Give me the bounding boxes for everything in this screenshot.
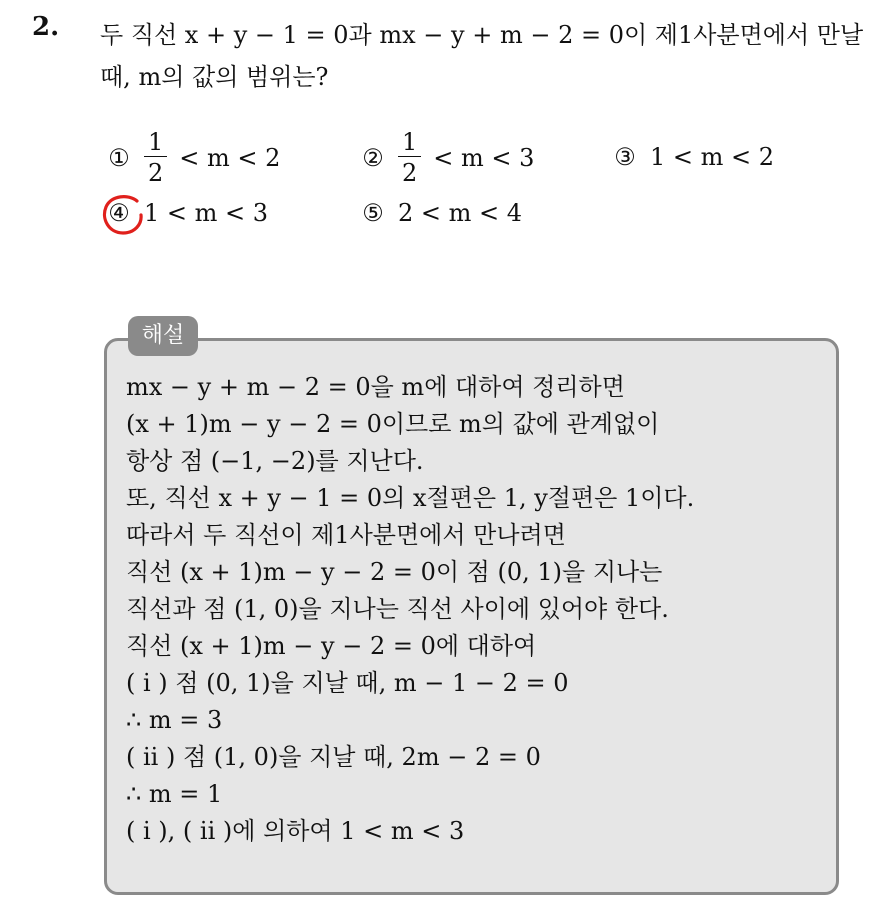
choice-marker: ③ [614, 143, 636, 171]
solution-line: 또, 직선 x + y − 1 = 0의 x절편은 1, y절편은 1이다. [126, 484, 695, 512]
solution-line: ∴ m = 1 [126, 780, 223, 808]
choice-1[interactable] [104, 130, 280, 185]
fraction-numerator: 1 [398, 130, 421, 157]
solution-line: mx − y + m − 2 = 0을 m에 대하여 정리하면 [126, 373, 625, 401]
choice-marker: ① [108, 143, 130, 172]
question-number: 2. [32, 12, 60, 42]
fraction-numerator: 1 [144, 130, 167, 157]
choice-2[interactable] [358, 130, 534, 185]
solution-line: ∴ m = 3 [126, 706, 223, 734]
solution-line: 직선과 점 (1, 0)을 지나는 직선 사이에 있어야 한다. [126, 595, 669, 623]
solution-line: ( ii ) 점 (1, 0)을 지날 때, 2m − 2 = 0 [126, 743, 541, 771]
fraction-denominator: 2 [402, 159, 418, 187]
question-line: 때, m의 값의 범위는? [100, 63, 329, 91]
solution-line: 항상 점 (−1, −2)를 지난다. [126, 447, 424, 475]
solution-line: ( i ), ( ii )에 의하여 1 < m < 3 [126, 817, 465, 845]
choice-text: 1 < m < 3 [144, 199, 269, 227]
choice-text: < m < 2 [179, 143, 281, 172]
solution-line: (x + 1)m − y − 2 = 0이므로 m의 값에 관계없이 [126, 410, 660, 438]
choice-5[interactable] [358, 199, 522, 227]
solution-tag: 해설 [128, 316, 198, 356]
choice-text: < m < 3 [433, 143, 535, 172]
solution-line: 직선 (x + 1)m − y − 2 = 0에 대하여 [126, 632, 537, 660]
answer-circle-icon [101, 193, 145, 237]
choice-3[interactable] [610, 143, 774, 171]
solution-line: 따라서 두 직선이 제1사분면에서 만나려면 [126, 521, 566, 549]
choice-marker: ④ [108, 199, 130, 227]
solution-line: ( i ) 점 (0, 1)을 지날 때, m − 1 − 2 = 0 [126, 669, 569, 697]
solution-line: 직선 (x + 1)m − y − 2 = 0이 점 (0, 1)을 지나는 [126, 558, 663, 586]
fraction [144, 130, 167, 185]
solution-text [126, 369, 826, 850]
choice-text: 1 < m < 2 [650, 143, 775, 171]
fraction-denominator: 2 [148, 159, 164, 187]
choice-marker: ⑤ [362, 199, 384, 227]
question-line: 두 직선 x + y − 1 = 0과 mx − y + m − 2 = 0이 제1사분면에서 만날 [100, 21, 864, 49]
choice-marker: ② [362, 143, 384, 172]
fraction [398, 130, 421, 185]
choice-text: 2 < m < 4 [398, 199, 523, 227]
question-text [100, 14, 870, 98]
